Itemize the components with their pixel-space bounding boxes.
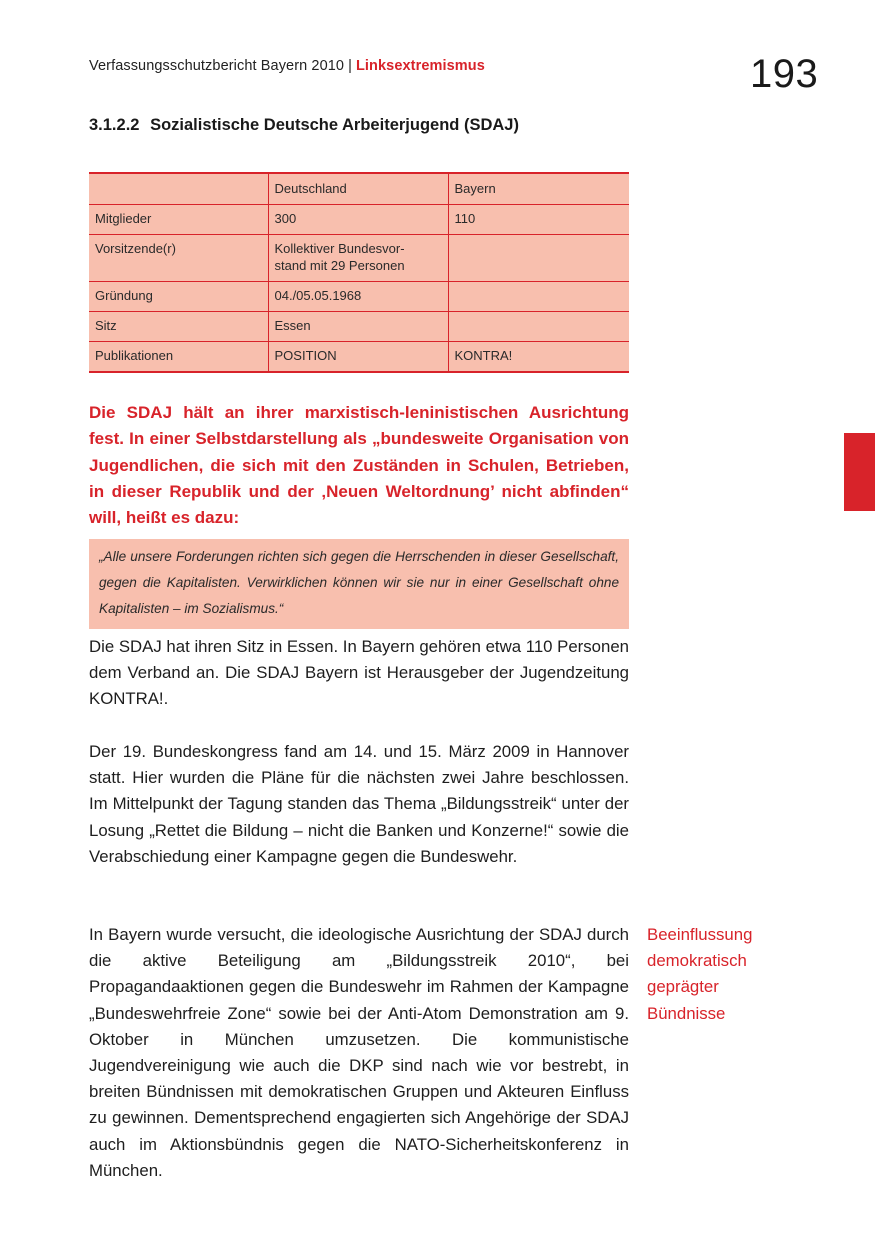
table-cell: POSITION: [268, 342, 448, 373]
table-header-cell: [89, 173, 268, 205]
table-row: [89, 205, 629, 235]
section-number: 3.1.2.2: [89, 116, 140, 134]
table-header-cell: Bayern: [448, 173, 629, 205]
header-separator: |: [348, 58, 352, 74]
table-cell: KONTRA!: [448, 342, 629, 373]
table-header-cell: Deutschland: [268, 173, 448, 205]
table-cell: Gründung: [89, 282, 268, 312]
table-row: [89, 235, 629, 282]
margin-note-line: geprägter: [647, 977, 719, 997]
body-paragraph: Die SDAJ hat ihren Sitz in Essen. In Bayern gehören etwa 110 Personen dem Verband an. Die SDAJ Bayern ist Herausgeber der Jugendzeitung KONTRA!.: [89, 637, 629, 709]
table-cell: 110: [448, 205, 629, 235]
table-row: [89, 282, 629, 312]
table-cell: 04./05.05.1968: [268, 282, 448, 312]
table-cell: [448, 235, 629, 282]
margin-note-line: Bündnisse: [647, 1003, 726, 1023]
page-number: 193: [750, 52, 819, 96]
section-heading: [89, 116, 519, 135]
table-cell: Mitglieder: [89, 205, 268, 235]
table-cell: Vorsitzende(r): [89, 235, 268, 282]
margin-note: [647, 922, 827, 1027]
lead-paragraph: Die SDAJ hält an ihrer marxistisch-leninistischen Ausrichtung fest. In einer Selbstdarstellung als „bundesweite Organisation von Jugendlichen, die sich mit den Zuständen in Schulen, Betrieben, in dieser Republik und der ‚Neuen Weltordnung’ nicht abfinden“ will, heißt es dazu:: [89, 403, 629, 528]
table-cell: Essen: [268, 312, 448, 342]
table-row: [89, 312, 629, 342]
section-title: Sozialistische Deutsche Arbeiterjugend (SDAJ): [150, 116, 519, 134]
table-row: [89, 342, 629, 373]
margin-note-line: demokratisch: [647, 951, 747, 971]
table-cell: Sitz: [89, 312, 268, 342]
table-cell: [448, 282, 629, 312]
table-cell: 300: [268, 205, 448, 235]
table-cell: Publikationen: [89, 342, 268, 373]
table-header-row: [89, 173, 629, 205]
quote-box: „Alle unsere Forderungen richten sich gegen die Herrschenden in dieser Gesellschaft, gegen die Kapitalisten. Verwirklichen können wir sie nur in einer Gesellschaft ohne Kapitalisten – im Sozialismus.“: [89, 539, 629, 629]
running-header: [89, 58, 485, 74]
table-cell: Kollektiver Bundesvor- stand mit 29 Personen: [268, 235, 448, 282]
organization-facts-table: [89, 172, 629, 373]
report-title: Verfassungsschutzbericht Bayern 2010: [89, 58, 345, 74]
body-paragraph: In Bayern wurde versucht, die ideologische Ausrichtung der SDAJ durch die aktive Beteiligung am „Bildungsstreik 2010“, bei Propagandaaktionen gegen die Bundeswehr im Rahmen der Kampagne „Bundeswehrfreie Zone“ sowie bei der Anti-Atom Demonstration am 9. Oktober in München umzusetzen. Die kommunistische Jugendvereinigung wie auch die DKP sind nach wie vor bestrebt, in breiten Bündnissen mit demokratischen Gruppen und Akteuren Einfluss zu gewinnen. Dementsprechend engagierten sich Angehörige der SDAJ auch im Aktionsbündnis gegen die NATO-Sicherheitskonferenz in München.: [89, 925, 629, 1180]
chapter-thumb-tab: [844, 433, 875, 511]
body-paragraph: Der 19. Bundeskongress fand am 14. und 15. März 2009 in Hannover statt. Hier wurden die Pläne für die nächsten zwei Jahre beschlossen. Im Mittelpunkt der Tagung standen das Thema „Bildungsstreik“ unter der Losung „Rettet die Bildung – nicht die Banken und Konzerne!“ sowie die Verabschiedung einer Kampagne gegen die Bundeswehr.: [89, 742, 629, 866]
chapter-name: Linksextremismus: [355, 58, 485, 74]
margin-note-line: Beeinflussung: [647, 925, 753, 944]
table-cell: [448, 312, 629, 342]
